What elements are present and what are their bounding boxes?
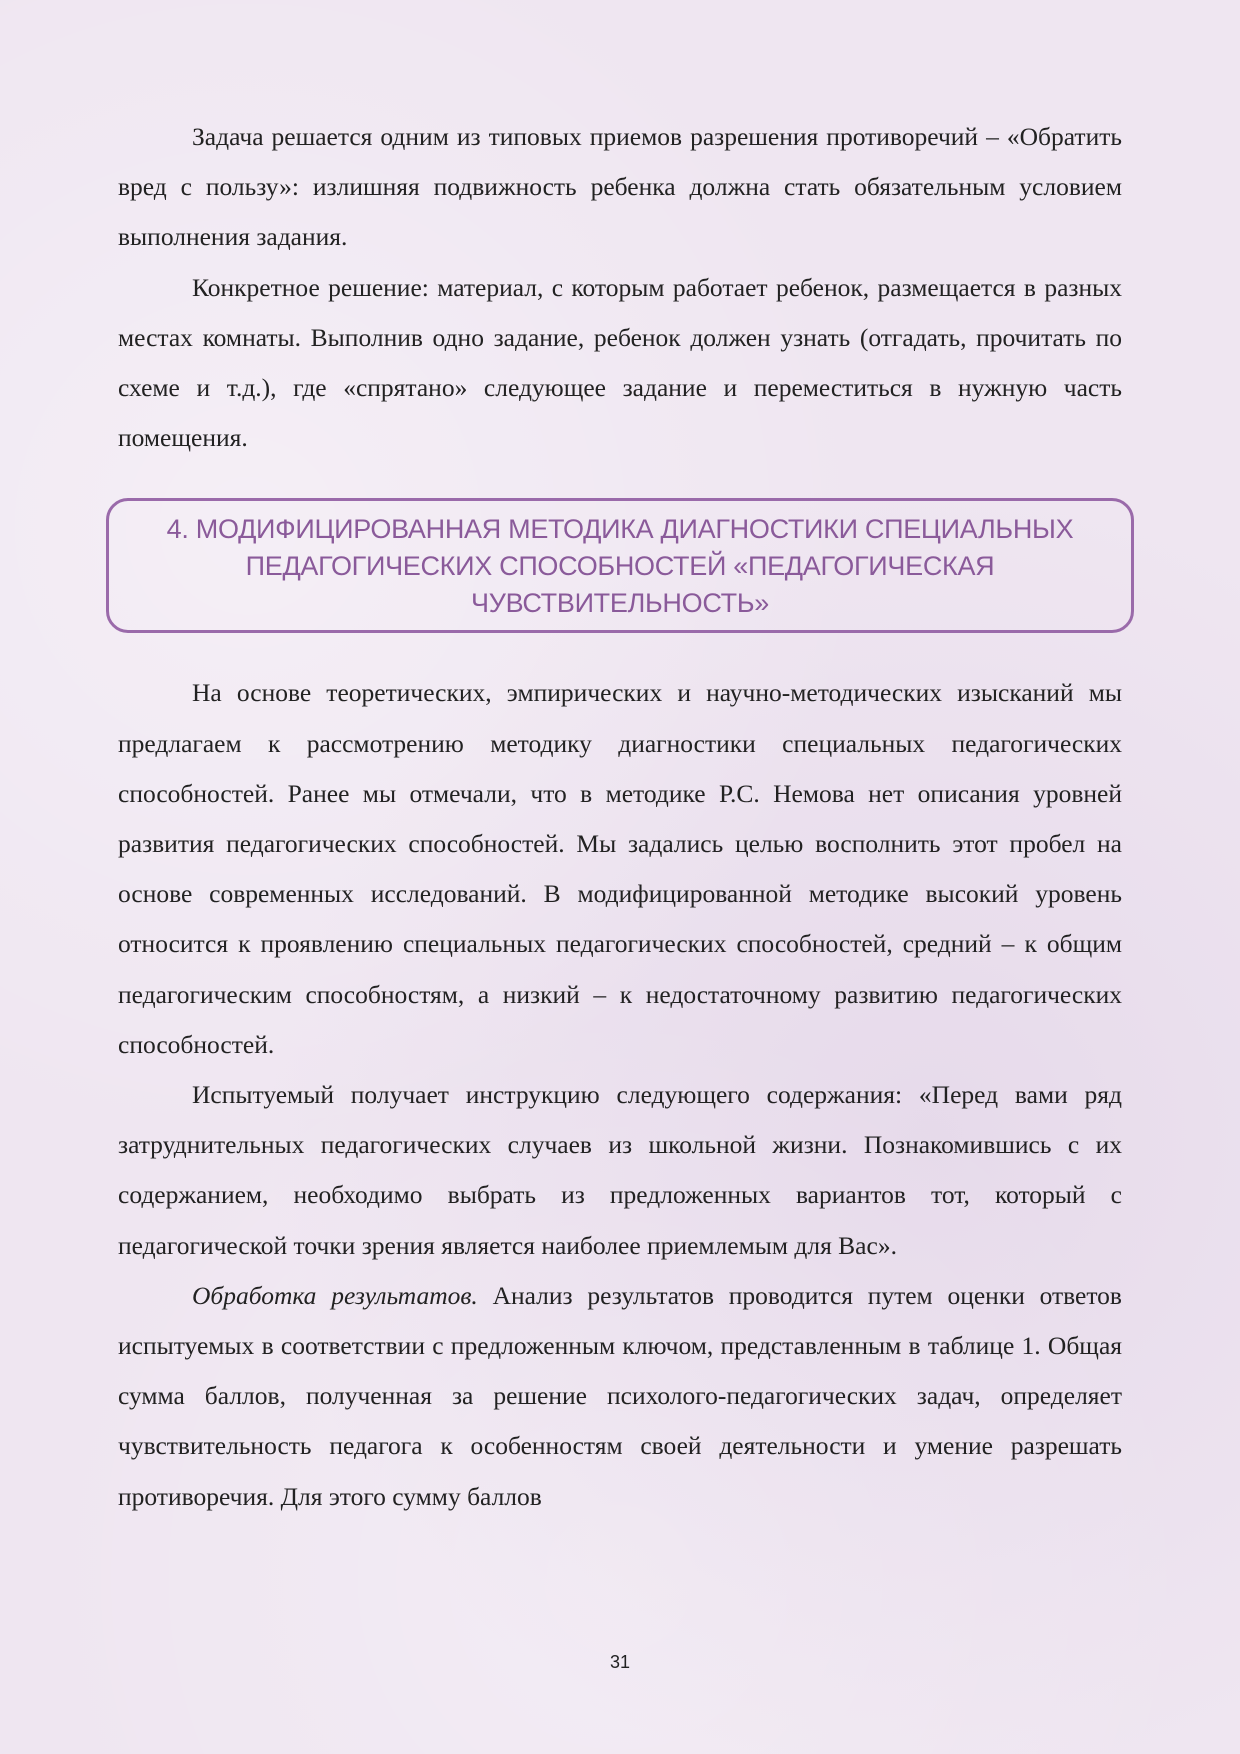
section-heading-box — [106, 498, 1134, 633]
paragraph-2: Конкретное решение: материал, с которым работает ребенок, размещается в разных местах комнаты. Выполнив одно задание, ребенок должен узнать (отгадать, прочитать по схеме и т.д.), где «спрятано» следующее задание и переместиться в нужную часть помещения. — [118, 272, 1122, 453]
paragraph-5 — [118, 1271, 1122, 1522]
paragraph-5-italic-lead: Обработка результатов. — [192, 1280, 478, 1310]
paragraph-3: На основе теоретических, эмпирических и научно-методических изысканий мы предлагаем к рассмотрению методику диагностики специальных педагогических способностей. Ранее мы отмечали, что в методике Р.С. Немова нет описания уровней развития педагогических способностей. Мы задались целью восполнить этот пробел на основе современных исследований. В модифицированной методике высокий уровень относится к проявлению специальных педагогических способностей, средний – к общим педагогическим способностям, а низкий – к недостаточному развитию педагогических способностей. — [118, 678, 1122, 1059]
paragraph-4: Испытуемый получает инструкцию следующего содержания: «Перед вами ряд затруднительных педагогических случаев из школьной жизни. Познакомившись с их содержанием, необходимо выбрать из предложенных вариантов тот, который с педагогической точки зрения является наиболее приемлемым для Вас». — [118, 1080, 1122, 1260]
paragraph-5-text: Анализ результатов проводится путем оценки ответов испытуемых в соответствии с предложенным ключом, представленным в таблице 1. Общая сумма баллов, полученная за решение психолого-педагогических задач, определяет чувствительность педагога к особенностям своей деятельности и умение разрешать противоречия. Для этого сумму баллов — [118, 1280, 1122, 1511]
paragraph-1: Задача решается одним из типовых приемов разрешения противоречий – «Обратить вред с пользу»: излишняя подвижность ребенка должна стать обязательным условием выполнения задания. — [118, 122, 1122, 252]
page-number: 31 — [609, 1652, 631, 1672]
page-content — [118, 112, 1122, 1522]
section-heading: 4. МОДИФИЦИРОВАННАЯ МЕТОДИКА ДИАГНОСТИКИ СПЕЦИАЛЬНЫХ ПЕДАГОГИЧЕСКИХ СПОСОБНОСТЕЙ «ПЕДАГОГИЧЕСКАЯ ЧУВСТВИТЕЛЬНОСТЬ» — [166, 514, 1074, 619]
